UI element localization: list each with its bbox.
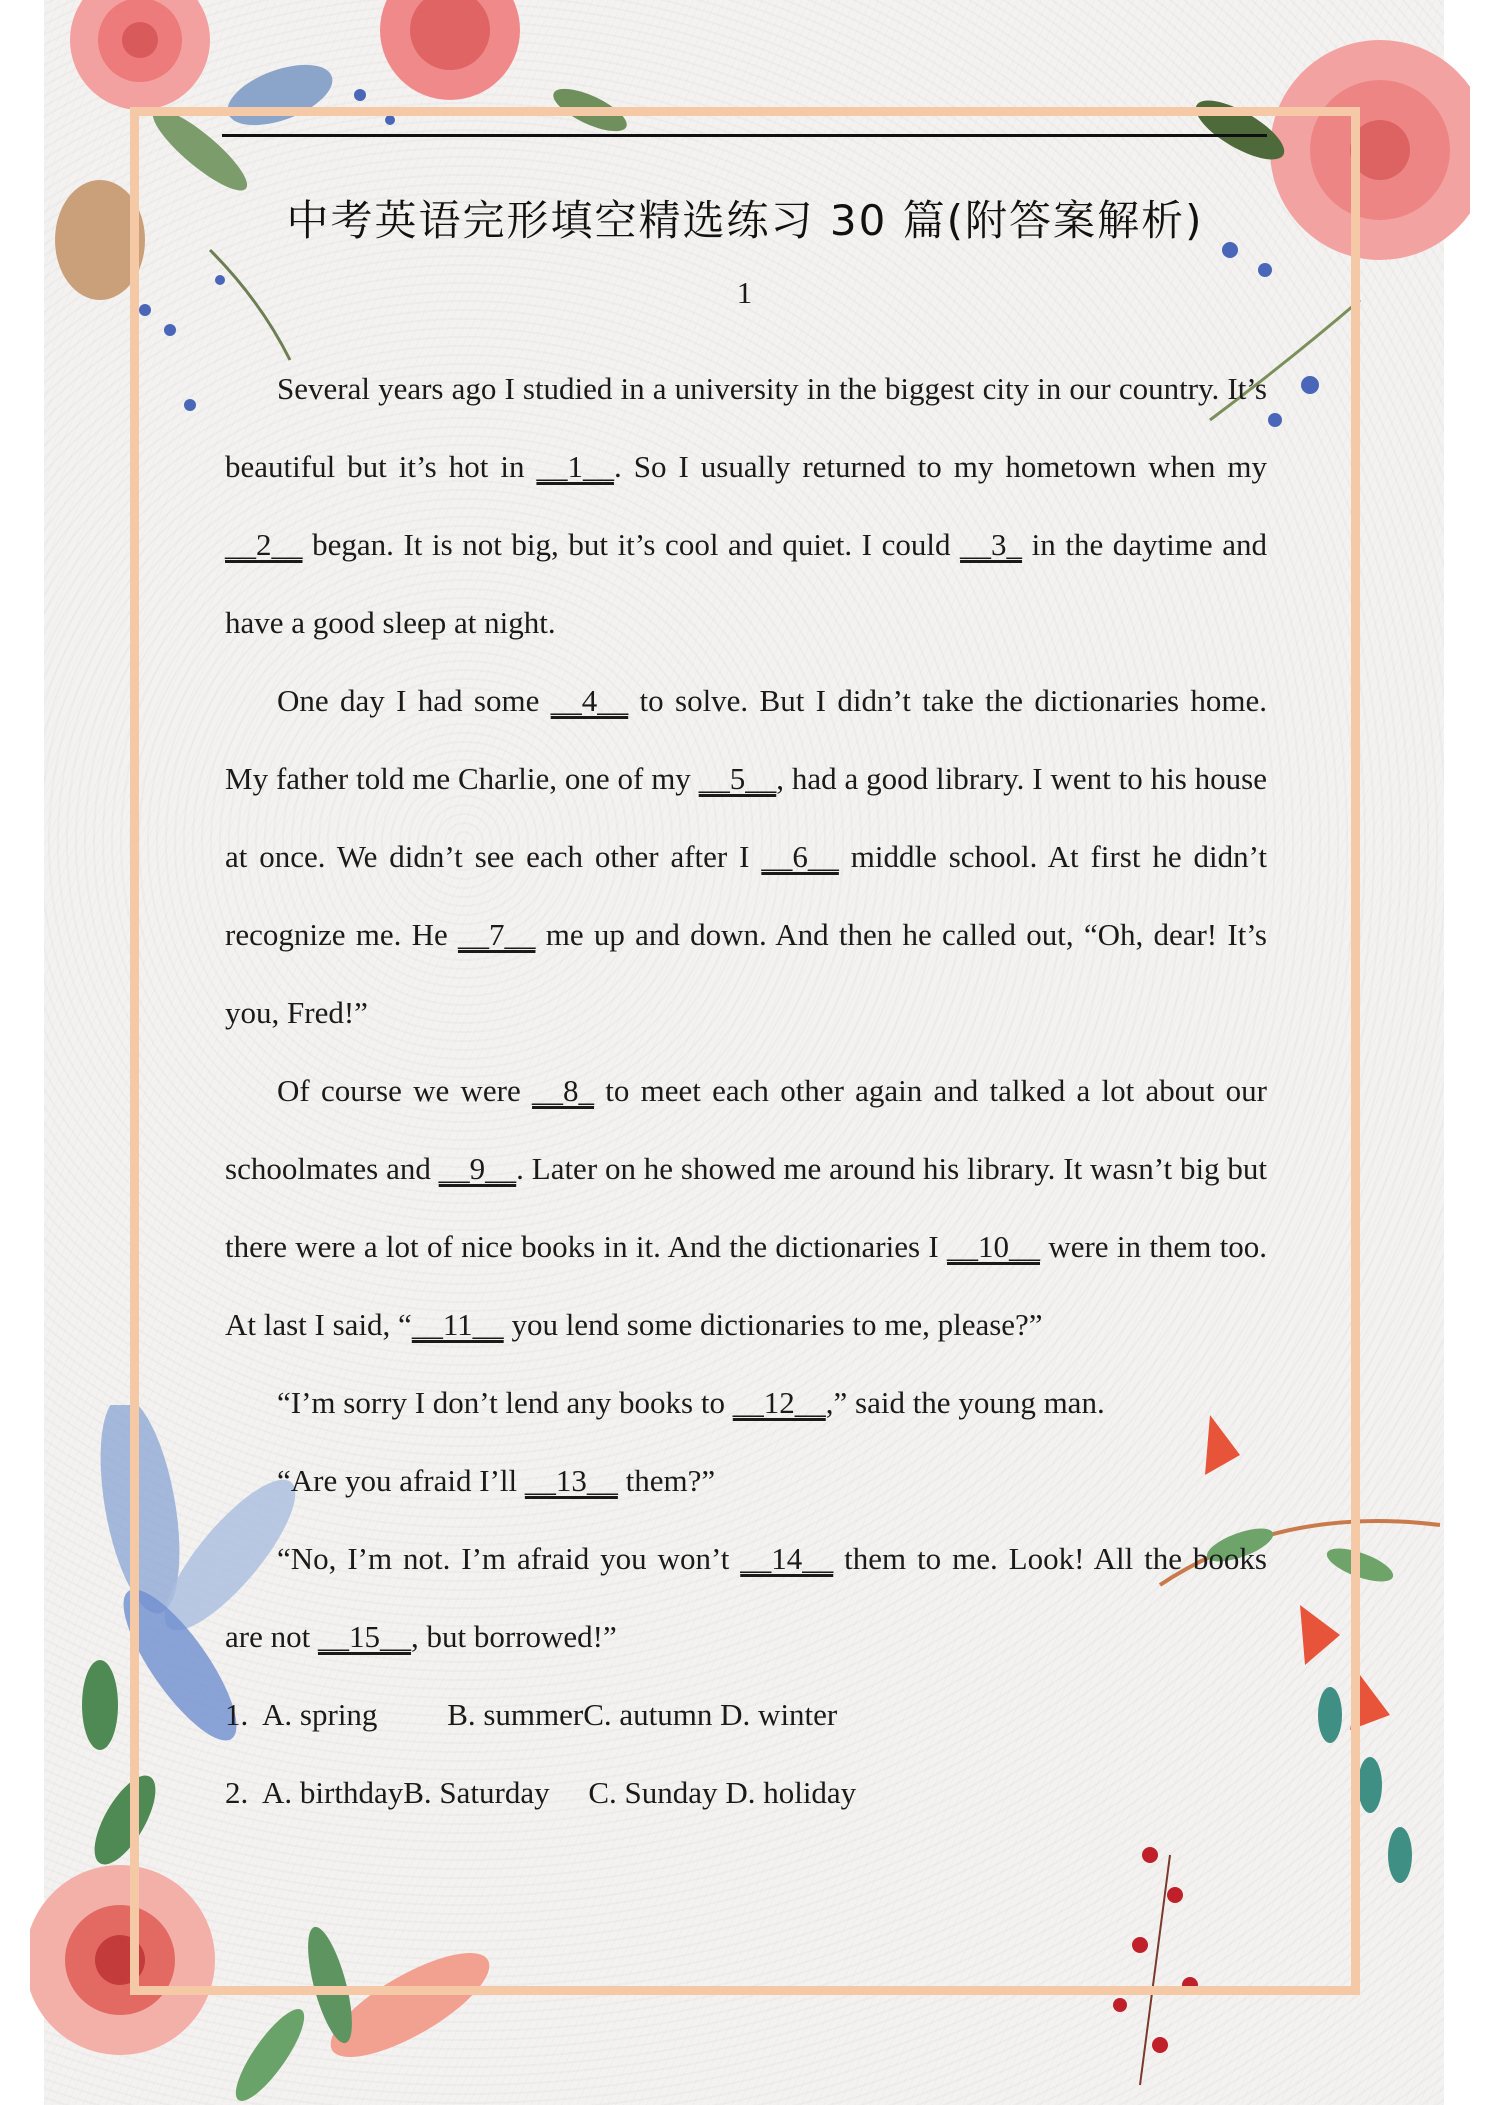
text-segment: you lend some dictionaries to me, please?” (503, 1307, 1043, 1342)
blank-10: __10__ (947, 1229, 1040, 1264)
blank-5: __5__ (698, 761, 777, 796)
text-segment: “No, I’m not. I’m afraid you won’t (277, 1541, 741, 1576)
text-segment: middle school. At first he didn’t recognize me. He (225, 839, 1267, 952)
blank-15: __15__ (317, 1619, 411, 1654)
blank-1: __1__ (536, 449, 614, 484)
page-number: 1 (736, 275, 753, 310)
text-segment: me up and down. And then he called out, “Oh, dear! It’s you, Fred!” (225, 917, 1267, 1030)
paragraph (225, 1052, 1267, 1364)
text-segment: One day I had some (277, 683, 551, 718)
page-title: 中考英语完形填空精选练习 30 篇(附答案解析) (286, 196, 1204, 245)
blank-13: __13__ (524, 1463, 618, 1498)
paragraph (225, 662, 1267, 1052)
question-1 (225, 1676, 1267, 1754)
text-segment: in the daytime and have a good sleep at night. (225, 527, 1267, 640)
text-segment: . Later on he showed me around his library. It wasn’t big but there were a lot of nice books in it. And the dictionaries I (225, 1151, 1267, 1264)
text-segment: “I’m sorry I don’t lend any books to (277, 1385, 733, 1420)
blank-4: __4__ (550, 683, 629, 718)
option-a: A. birthday (262, 1775, 404, 1810)
text-segment: them?” (617, 1463, 716, 1498)
option-b: B. Saturday (403, 1775, 550, 1810)
blank-8: __8_ (532, 1073, 595, 1108)
text-segment: ,” said the young man. (825, 1385, 1105, 1420)
text-segment: to meet each other again and talked a lot about our schoolmates and (225, 1073, 1267, 1186)
blank-3: __3_ (960, 527, 1023, 562)
blank-12: __12__ (732, 1385, 826, 1420)
blank-14: __14__ (740, 1541, 834, 1576)
text-segment: them to me. Look! All the books are not (225, 1541, 1267, 1654)
text-segment: “Are you afraid I’ll (277, 1463, 525, 1498)
question-number: 2. (225, 1775, 249, 1810)
text-segment: to solve. But I didn’t take the dictionaries home. My father told me Charlie, one of my (225, 683, 1267, 796)
option-a: A. spring (262, 1697, 378, 1732)
blank-6: __6__ (761, 839, 839, 874)
text-segment: Of course we were (277, 1073, 533, 1108)
option-d: D. holiday (725, 1775, 857, 1810)
option-c: C. autumn (583, 1697, 713, 1732)
option-c: C. Sunday (588, 1775, 718, 1810)
paragraph (225, 1520, 1267, 1676)
passage (225, 350, 1267, 1832)
option-d: D. winter (720, 1697, 838, 1732)
blank-9: __9__ (438, 1151, 517, 1186)
text-segment: were in them too. At last I said, “ (225, 1229, 1267, 1342)
header-rule (222, 134, 1267, 137)
text-segment: , had a good library. I went to his house at once. We didn’t see each other after I (225, 761, 1267, 874)
text-segment: , but borrowed!” (410, 1619, 617, 1654)
text-segment: . So I usually returned to my hometown when my (613, 449, 1268, 484)
text-segment: Several years ago I studied in a university in the biggest city in our country. It’s beautiful but it’s hot in (225, 371, 1267, 484)
paragraph (225, 1442, 1267, 1520)
blank-11: __11__ (411, 1307, 504, 1342)
paragraph (225, 1364, 1267, 1442)
option-b: B. summer (447, 1697, 584, 1732)
text-segment: began. It is not big, but it’s cool and quiet. I could (302, 527, 961, 562)
paragraph (225, 350, 1267, 662)
question-number: 1. (225, 1697, 249, 1732)
blank-2: __2__ (225, 527, 303, 562)
question-2 (225, 1754, 1267, 1832)
blank-7: __7__ (457, 917, 536, 952)
